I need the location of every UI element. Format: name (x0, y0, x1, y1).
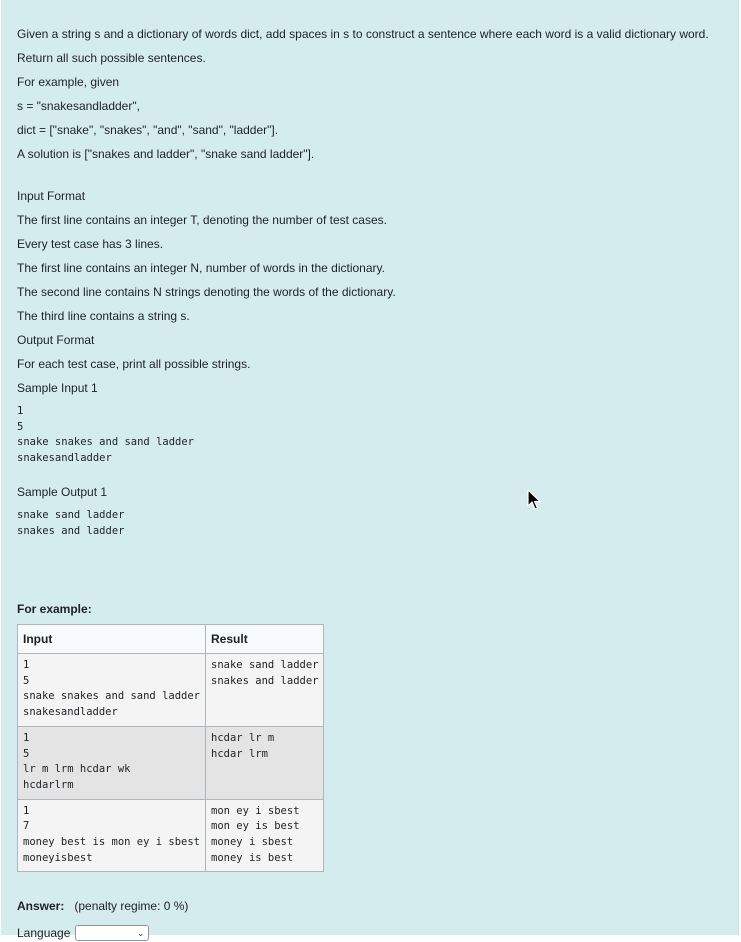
question-intro (17, 22, 722, 166)
input-column-header: Input (18, 625, 206, 654)
result-cell-text: mon ey i sbest mon ey is best money i sbest money is best (211, 804, 300, 864)
intro-line: Return all such possible sentences. (17, 51, 206, 65)
question-panel (1, 0, 739, 941)
sample-output-block: snake sand ladder snakes and ladder (17, 509, 125, 537)
sample-input-heading: Sample Input 1 (17, 381, 98, 395)
language-label: Language (17, 926, 71, 941)
input-cell-text: 1 5 lr m lrm hcdar wk hcdarlrm (23, 731, 131, 791)
answer-label: Answer: (17, 899, 65, 914)
input-cell-text: 1 7 money best is mon ey i sbest moneyisbest (23, 804, 201, 864)
result-cell (206, 726, 324, 799)
input-cell (18, 654, 206, 727)
output-format-text: For each test case, print all possible strings. (17, 357, 251, 371)
input-format-line: The first line contains an integer N, number of words in the dictionary. (17, 261, 385, 275)
examples-table (17, 624, 324, 872)
result-cell (206, 799, 324, 872)
intro-line: Given a string s and a dictionary of words dict, add spaces in s to construct a sentence where each word is a valid dictionary word. (17, 27, 709, 41)
input-cell (18, 726, 206, 799)
input-format-line: The second line contains N strings denoting the words of the dictionary. (17, 285, 396, 299)
chevron-down-icon: ⌄ (136, 928, 145, 939)
intro-line: dict = ["snake", "snakes", "and", "sand", "ladder"]. (17, 123, 279, 137)
penalty-regime: (penalty regime: 0 %) (74, 899, 189, 914)
input-format-heading: Input Format (17, 189, 86, 203)
table-row (18, 726, 324, 799)
output-format-heading: Output Format (17, 333, 95, 347)
input-format-line: The third line contains a string s. (17, 309, 190, 323)
mouse-pointer-icon (527, 489, 541, 511)
sample-output-heading: Sample Output 1 (17, 485, 108, 499)
intro-line: For example, given (17, 75, 120, 89)
input-format-line: Every test case has 3 lines. (17, 237, 164, 251)
input-cell (18, 799, 206, 872)
language-row (17, 924, 722, 942)
input-cell-text: 1 5 snake snakes and sand ladder snakesandladder (23, 659, 201, 719)
table-row (18, 654, 324, 727)
result-column-header: Result (206, 625, 324, 654)
result-cell (206, 654, 324, 727)
language-select[interactable] (75, 925, 149, 941)
result-cell-text: hcdar lr m hcdar lrm (211, 731, 275, 760)
table-row (18, 799, 324, 872)
intro-line: A solution is ["snakes and ladder", "snake sand ladder"]. (17, 147, 315, 161)
answer-row (17, 898, 722, 914)
input-format-line: The first line contains an integer T, denoting the number of test cases. (17, 213, 387, 227)
sample-input-block: 1 5 snake snakes and sand ladder snakesandladder (17, 405, 195, 464)
examples-title: For example: (17, 602, 92, 616)
result-cell-text: snake sand ladder snakes and ladder (211, 659, 319, 687)
intro-line: s = "snakesandladder", (17, 99, 140, 113)
